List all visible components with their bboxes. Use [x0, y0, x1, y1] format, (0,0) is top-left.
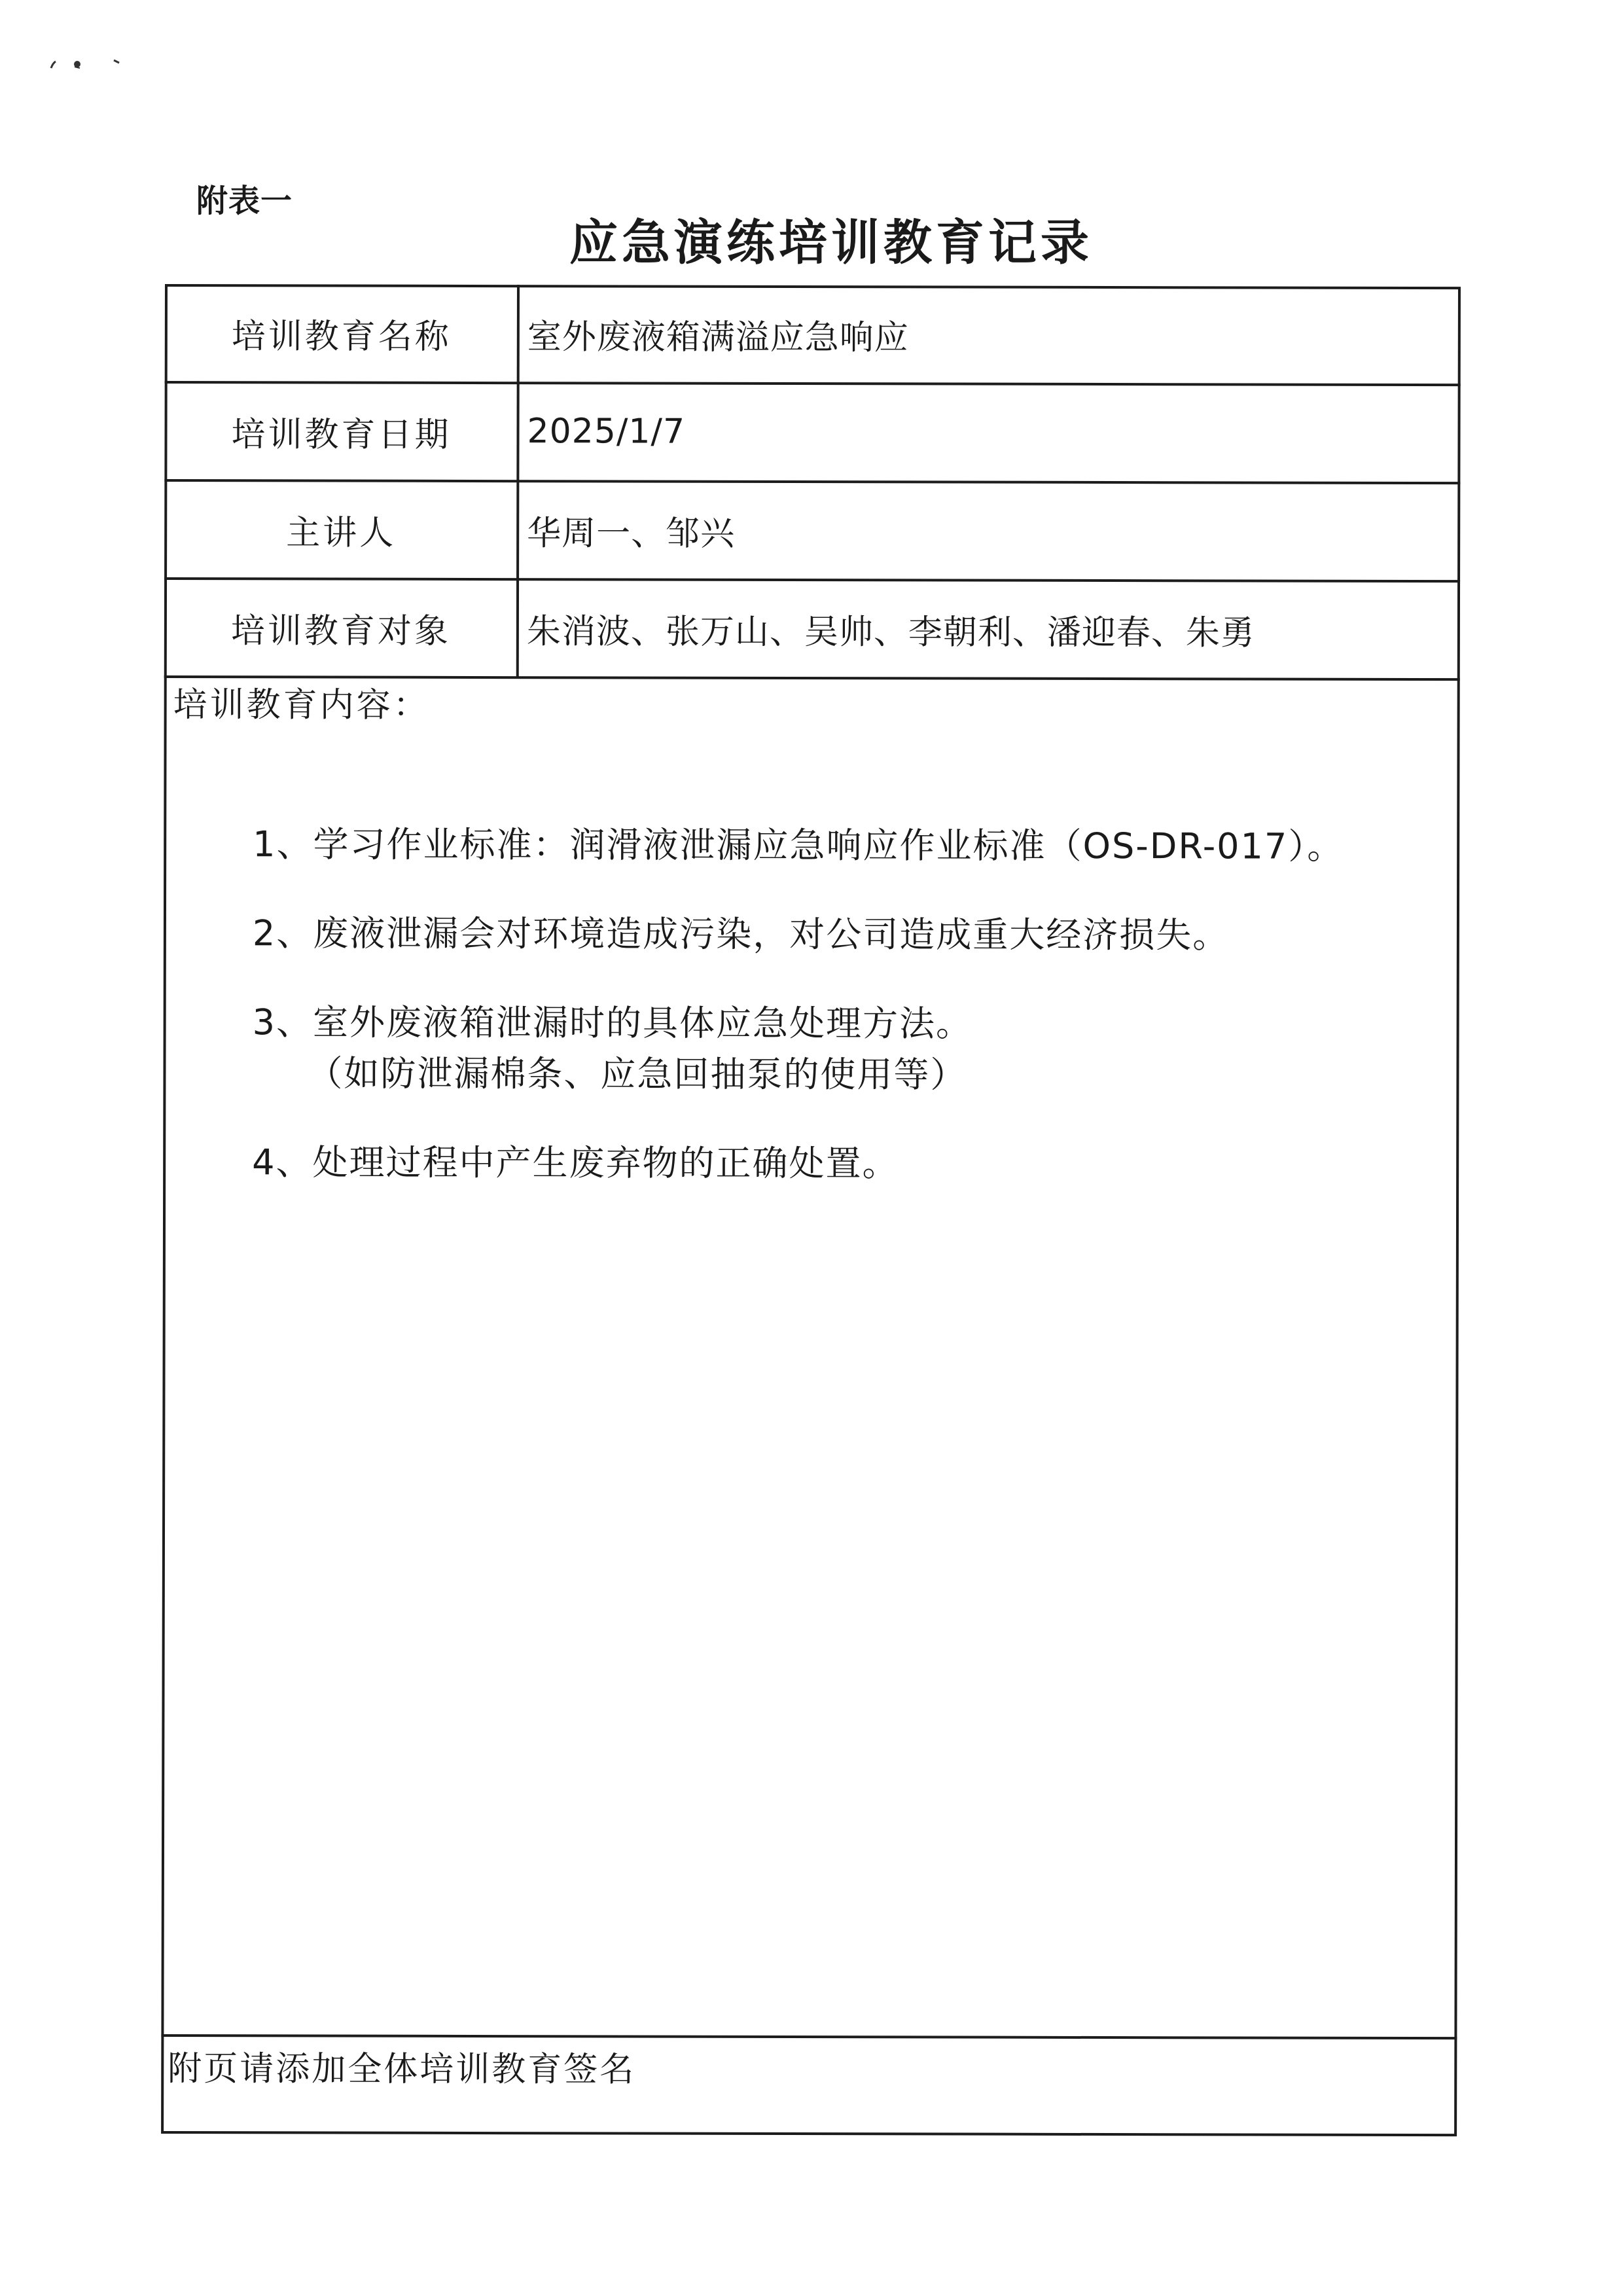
speaker-value: 华周一、邹兴	[527, 513, 736, 554]
audience-value: 朱消波、张万山、吴帅、李朝利、潘迎春、朱勇	[526, 611, 1255, 653]
form-row-speaker	[164, 480, 1460, 580]
signature-note: 附页请添加全体培训教育签名	[168, 2049, 636, 2090]
training-name-label: 培训教育名称	[231, 316, 452, 357]
content-item-1: 1、学习作业标准：润滑液泄漏应急响应作业标准（OS-DR-017）。	[253, 823, 1344, 867]
content-item-3-note: （如防泄漏棉条、应急回抽泵的使用等）	[307, 1052, 967, 1096]
content-heading: 培训教育内容：	[173, 685, 430, 725]
content-item-4: 4、处理过程中产生废弃物的正确处置。	[252, 1141, 899, 1185]
form-row-name	[165, 284, 1461, 384]
training-date-value: 2025/1/7	[527, 412, 686, 452]
content-item-2: 2、废液泄漏会对环境造成污染，对公司造成重大经济损失。	[252, 912, 1230, 956]
audience-label: 培训教育对象	[230, 611, 451, 651]
scan-speck-marks	[46, 54, 131, 73]
training-record-form	[161, 284, 1461, 2136]
form-row-date	[164, 382, 1460, 482]
speaker-label: 主讲人	[286, 512, 397, 553]
training-name-value: 室外废液箱满溢应急响应	[527, 317, 909, 357]
annex-label: 附表一	[196, 183, 293, 219]
document-title: 应急演练培训教育记录	[569, 215, 1093, 271]
training-date-label: 培训教育日期	[231, 414, 452, 455]
content-item-3-text: 3、室外废液箱泄漏时的具体应急处理方法。	[252, 1001, 973, 1045]
form-row-audience	[164, 579, 1460, 678]
content-list	[252, 821, 1431, 1230]
content-item-3	[252, 999, 1430, 1100]
